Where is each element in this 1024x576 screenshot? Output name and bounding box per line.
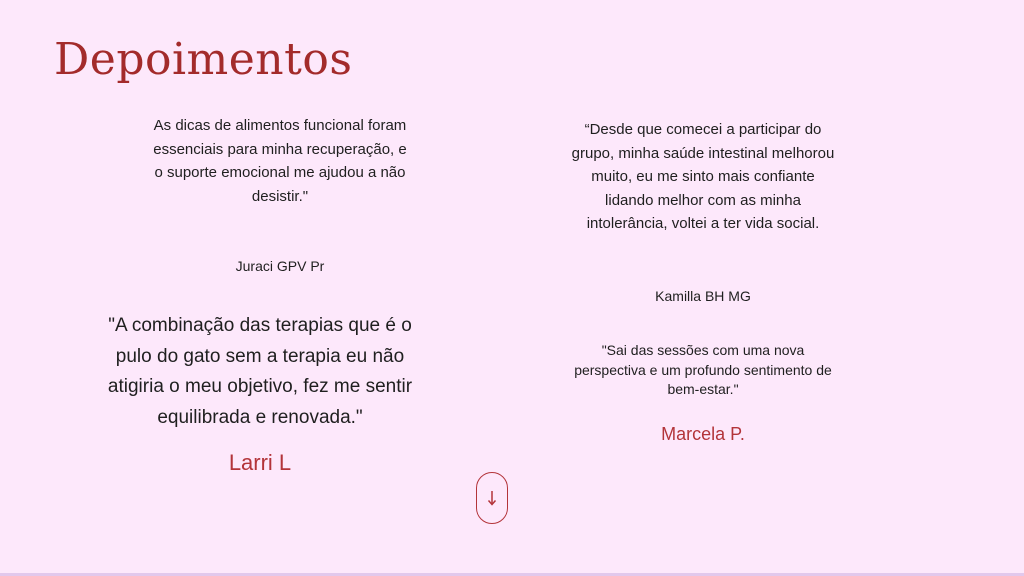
testimonial-author: Larri L bbox=[228, 450, 292, 475]
testimonial-quote: As dicas de alimentos funcional foram essenciais para minha recuperação, e o suporte emocional me ajudou a não desistir." bbox=[153, 117, 407, 205]
page-title: Depoimentos bbox=[54, 34, 353, 85]
arrow-down-icon bbox=[486, 489, 498, 507]
testimonial-author: Marcela P. bbox=[661, 424, 745, 444]
testimonial-author: Juraci GPV Pr bbox=[235, 258, 325, 274]
testimonial-quote: "Sai das sessões com uma nova perspectiva e um profundo sentimento de bem-estar." bbox=[574, 342, 832, 397]
testimonial-quote: "A combinação das terapias que é o pulo do gato sem a terapia eu não atigiria o meu objetivo, fez me sentir equilibrada e renovada." bbox=[107, 315, 413, 428]
testimonial-quote: “Desde que comecei a participar do grupo, minha saúde intestinal melhorou muito, eu me sinto mais confiante lidando melhor com as minha intolerância, voltei a ter vida social. bbox=[571, 121, 835, 232]
testimonial-author: Kamilla BH MG bbox=[655, 288, 751, 304]
scroll-down-button[interactable] bbox=[476, 472, 508, 524]
